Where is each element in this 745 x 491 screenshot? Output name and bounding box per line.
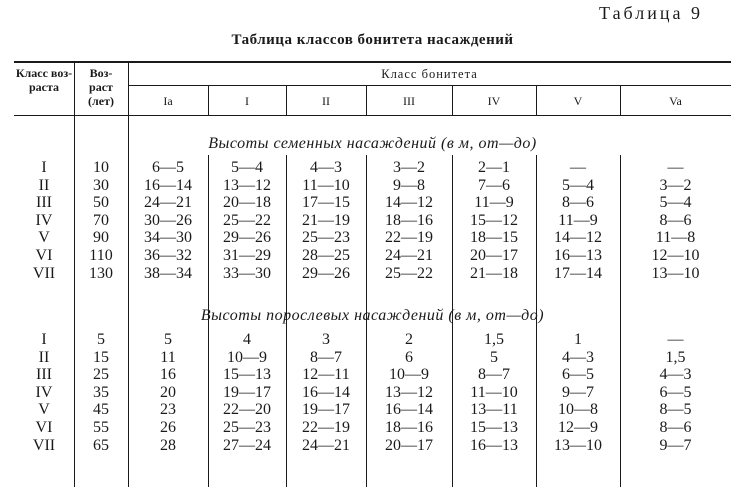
height-cell: 33—30 <box>223 264 271 282</box>
section-title-coppice: Высоты порослевых насаждений (в м, от—до) <box>200 307 545 324</box>
age-class-cell: II <box>38 348 50 366</box>
age-class-cell: VI <box>35 247 53 264</box>
table-row <box>0 385 745 401</box>
height-cell: 6—5 <box>659 383 692 401</box>
height-cell: 16 <box>160 366 176 384</box>
height-cell: 25—23 <box>302 229 350 247</box>
age-cell: 70 <box>93 211 109 229</box>
height-cell: 5—4 <box>562 176 594 194</box>
height-cell: 31—29 <box>223 247 271 264</box>
height-cell: 11 <box>160 348 176 366</box>
table-row <box>0 367 745 383</box>
height-cell: 5—4 <box>231 159 263 176</box>
header-site-class-va: Va <box>669 94 682 108</box>
height-cell: 24—21 <box>302 436 350 454</box>
age-cell: 25 <box>93 366 109 384</box>
header-site-class-ia: Ia <box>163 94 173 108</box>
height-cell: 1,5 <box>665 348 686 366</box>
age-class-cell: VII <box>32 436 56 454</box>
table-row <box>0 213 745 229</box>
height-cell: 16—13 <box>554 247 602 264</box>
height-cell: 25—23 <box>223 419 271 436</box>
height-cell: 4—3 <box>310 159 342 176</box>
height-cell: 30—26 <box>144 211 192 229</box>
age-class-cell: IV <box>35 383 53 401</box>
height-cell: 4—3 <box>562 348 594 366</box>
height-cell: 38—34 <box>144 264 192 282</box>
height-cell: 10—9 <box>227 348 267 366</box>
header-age: Воз-раст (лет) <box>88 66 114 108</box>
height-cell: 29—26 <box>302 264 350 282</box>
height-cell: 20 <box>160 383 176 401</box>
age-cell: 65 <box>93 436 109 454</box>
height-cell: 3—2 <box>659 176 692 194</box>
table-row <box>0 438 745 454</box>
age-cell: 55 <box>93 419 109 436</box>
height-cell: 10—9 <box>389 366 429 384</box>
height-cell: 28—25 <box>302 247 350 264</box>
height-cell: 7—6 <box>478 176 510 194</box>
height-cell: 22—19 <box>385 229 433 247</box>
age-class-cell: I <box>41 331 47 348</box>
height-cell: — <box>667 331 684 348</box>
height-cell: 8—6 <box>659 211 692 229</box>
age-class-cell: IV <box>35 211 53 229</box>
table-row <box>0 350 745 366</box>
table-row <box>0 178 745 194</box>
age-class-cell: VI <box>35 419 53 436</box>
age-cell: 45 <box>93 401 109 419</box>
height-cell: 25—22 <box>223 211 271 229</box>
height-cell: 1 <box>574 331 582 348</box>
height-cell: 25—22 <box>385 264 433 282</box>
height-cell: 5 <box>490 348 498 366</box>
table-row <box>0 402 745 418</box>
age-cell: 130 <box>89 264 113 282</box>
height-cell: 6 <box>405 348 413 366</box>
height-cell: 12—11 <box>302 366 350 384</box>
height-cell: 15—12 <box>470 211 518 229</box>
table-row <box>0 160 745 176</box>
height-cell: 34—30 <box>144 229 192 247</box>
height-cell: 8—7 <box>310 348 342 366</box>
height-cell: 16—14 <box>385 401 433 419</box>
header-age-class: Класс воз-раста <box>15 66 73 94</box>
header-site-class-ii: II <box>322 94 330 108</box>
height-cell: 15—13 <box>470 419 518 436</box>
height-cell: 4—3 <box>659 366 692 384</box>
height-cell: 16—14 <box>302 383 350 401</box>
height-cell: 19—17 <box>302 401 350 419</box>
age-cell: 15 <box>93 348 109 366</box>
height-cell: 23 <box>160 401 176 419</box>
height-cell: 3—2 <box>393 159 425 176</box>
height-cell: 6—5 <box>152 159 184 176</box>
height-cell: 29—26 <box>223 229 271 247</box>
table-row <box>0 230 745 246</box>
age-cell: 110 <box>89 247 113 264</box>
height-cell: 17—15 <box>302 194 350 212</box>
table-title: Таблица классов бонитета насаждений <box>231 32 514 48</box>
height-cell: 20—17 <box>385 436 433 454</box>
height-cell: 12—10 <box>651 247 700 264</box>
height-cell: 16—14 <box>144 176 192 194</box>
age-cell: 50 <box>93 194 109 212</box>
height-cell: 5 <box>164 331 172 348</box>
height-cell: 11—9 <box>474 194 514 212</box>
height-cell: 16—13 <box>470 436 518 454</box>
height-cell: 15—13 <box>223 366 271 384</box>
header-inner-rule <box>128 85 731 86</box>
height-cell: 9—8 <box>393 176 425 194</box>
height-cell: 11—8 <box>655 229 696 247</box>
height-cell: 13—12 <box>385 383 433 401</box>
height-cell: 24—21 <box>385 247 433 264</box>
height-cell: 18—16 <box>385 419 433 436</box>
height-cell: 21—19 <box>302 211 350 229</box>
top-rule <box>14 61 731 63</box>
height-cell: 2 <box>405 331 413 348</box>
height-cell: 19—17 <box>223 383 271 401</box>
table-row <box>0 420 745 436</box>
table-row <box>0 248 745 264</box>
height-cell: 6—5 <box>562 366 594 384</box>
age-cell: 5 <box>97 331 105 348</box>
height-cell: 8—6 <box>659 419 692 436</box>
height-cell: 20—18 <box>223 194 271 212</box>
height-cell: 2—1 <box>478 159 510 176</box>
height-cell: 20—17 <box>470 247 518 264</box>
height-cell: 13—11 <box>470 401 518 419</box>
height-cell: 21—18 <box>470 264 518 282</box>
height-cell: 18—15 <box>470 229 518 247</box>
height-cell: 18—16 <box>385 211 433 229</box>
table-row <box>0 332 745 348</box>
height-cell: 9—7 <box>659 436 692 454</box>
header-site-class-iii: III <box>403 94 415 108</box>
height-cell: 17—14 <box>554 264 602 282</box>
height-cell: 22—20 <box>223 401 271 419</box>
table-row <box>0 195 745 211</box>
height-cell: 4 <box>243 331 251 348</box>
age-class-cell: I <box>41 159 47 176</box>
height-cell: 27—24 <box>223 436 271 454</box>
age-class-cell: III <box>36 366 52 384</box>
age-cell: 35 <box>93 383 109 401</box>
age-class-cell: V <box>38 401 50 419</box>
section-title-seed: Высоты семенных насаждений (в м, от—до) <box>208 135 537 152</box>
height-cell: 22—19 <box>302 419 350 436</box>
height-cell: 3 <box>322 331 330 348</box>
height-cell: — <box>570 159 586 176</box>
age-class-cell: III <box>36 194 52 212</box>
age-cell: 10 <box>93 159 109 176</box>
height-cell: 8—6 <box>562 194 594 212</box>
header-site-class-v: V <box>573 94 583 108</box>
table-row <box>0 266 745 282</box>
header-site-class: Класс бонитета <box>381 67 478 81</box>
height-cell: 8—5 <box>659 401 692 419</box>
height-cell: 28 <box>160 436 176 454</box>
age-class-cell: VII <box>32 264 56 282</box>
height-cell: — <box>667 159 684 176</box>
table-label: Таблица 9 <box>599 3 703 23</box>
height-cell: 26 <box>160 419 176 436</box>
height-cell: 1,5 <box>484 331 504 348</box>
height-cell: 11—9 <box>558 211 598 229</box>
header-bottom-rule <box>14 115 731 116</box>
height-cell: 5—4 <box>659 194 692 212</box>
height-cell: 12—9 <box>558 419 598 436</box>
height-cell: 13—10 <box>651 264 700 282</box>
height-cell: 8—7 <box>478 366 510 384</box>
age-class-cell: V <box>38 229 50 247</box>
height-cell: 9—7 <box>562 383 594 401</box>
height-cell: 14—12 <box>385 194 433 212</box>
height-cell: 13—12 <box>223 176 271 194</box>
height-cell: 13—10 <box>554 436 602 454</box>
height-cell: 14—12 <box>554 229 602 247</box>
height-cell: 24—21 <box>144 194 192 212</box>
age-cell: 90 <box>93 229 109 247</box>
header-site-class-iv: IV <box>487 94 501 108</box>
height-cell: 11—10 <box>470 383 518 401</box>
height-cell: 10—8 <box>558 401 598 419</box>
age-cell: 30 <box>93 176 109 194</box>
age-class-cell: II <box>38 176 50 194</box>
header-site-class-i: I <box>245 94 249 108</box>
height-cell: 11—10 <box>302 176 350 194</box>
height-cell: 36—32 <box>144 247 192 264</box>
